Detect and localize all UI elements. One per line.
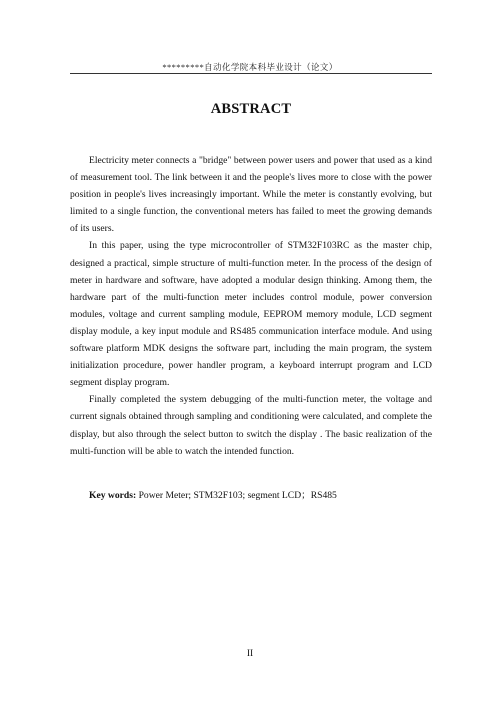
abstract-body [70,152,432,460]
keywords-value: Power Meter; STM32F103; segment LCD；RS485 [136,490,337,501]
header-divider [70,73,432,74]
abstract-paragraph-3: Finally completed the system debugging of the multi-function meter, the voltage and current signals obtained through sampling and conditioning were calculated, and complete the display, but also through the select button to switch the display . The basic realization of the multi-function will be able to watch the intended function. [70,394,432,457]
page-number: II [246,649,254,659]
abstract-title: ABSTRACT [210,101,292,117]
keywords-label: Key words: [89,490,137,501]
running-header: *********自动化学院本科毕业设计（论文） [162,62,338,72]
abstract-paragraph-1: Electricity meter connects a "bridge" between power users and power that used as a kind of measurement tool. The link between it and the people's lives more to close with the power position in people's lives increasingly important. While the meter is constantly evolving, but limited to a single function, the conventional meters has failed to meet the growing demands of its users. [70,155,432,235]
abstract-paragraph-2: In this paper, using the type microcontroller of STM32F103RC as the master chip, designed a practical, simple structure of multi-function meter. In the process of the design of meter in hardware and software, have adopted a modular design thinking. Among them, the hardware part of the multi-function meter includes control module, power conversion modules, voltage and current sampling module, EEPROM memory module, LCD segment display module, a key input module and RS485 communication interface module. And using software platform MDK designs the software part, including the main program, the system initialization procedure, power handler program, a keyboard interrupt program and LCD segment display program. [70,240,432,389]
keywords-line [89,487,337,501]
